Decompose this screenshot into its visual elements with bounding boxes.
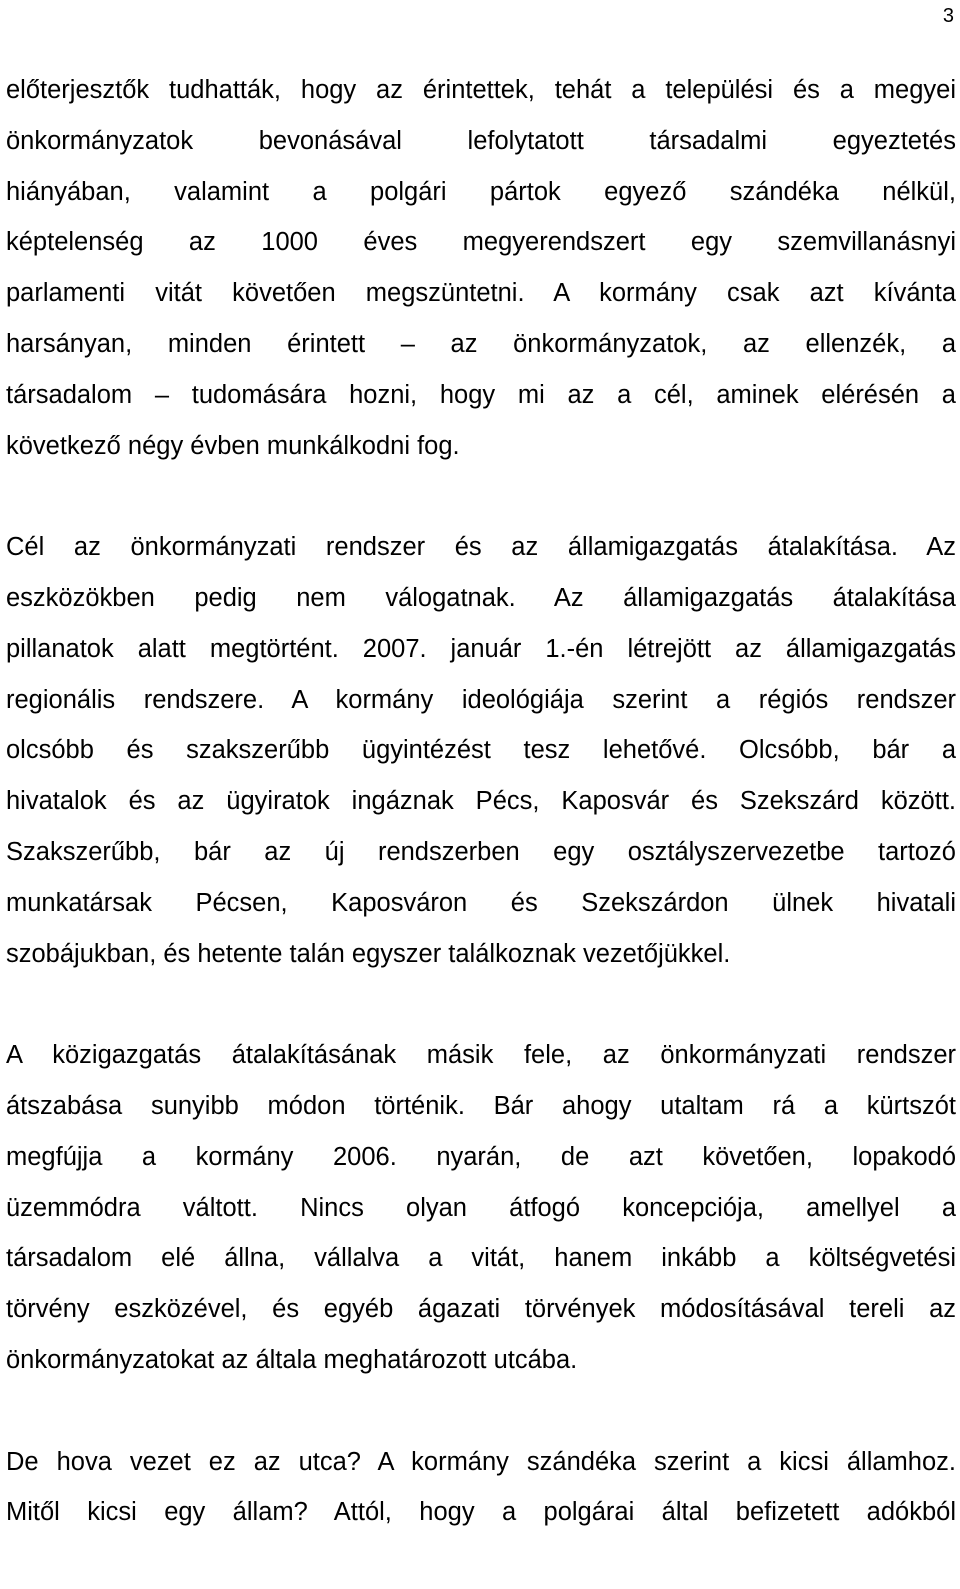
paragraph-4	[6, 1437, 956, 1539]
text-line: törvény eszközével, és egyéb ágazati törvények módosításával tereli az	[6, 1295, 956, 1324]
page-number: 3	[942, 5, 954, 27]
text-line: regionális rendszere. A kormány ideológiája szerint a régiós rendszer	[6, 685, 956, 714]
text-line: önkormányzatokat az általa meghatározott utcába.	[6, 1345, 578, 1374]
text-line: eszközökben pedig nem válogatnak. Az államigazgatás átalakítása	[6, 583, 956, 612]
text-line: következő négy évben munkálkodni fog.	[6, 431, 460, 460]
text-line: hivatalok és az ügyiratok ingáznak Pécs, Kaposvár és Szekszárd között.	[6, 787, 956, 816]
text-line: parlamenti vitát követően megszüntetni. A kormány csak azt kívánta	[6, 279, 956, 308]
text-line: A közigazgatás átalakításának másik fele, az önkormányzati rendszer	[6, 1041, 956, 1070]
text-line: üzemmódra váltott. Nincs olyan átfogó koncepciója, amellyel a	[6, 1193, 956, 1222]
paragraph-3	[6, 1030, 956, 1386]
text-line: előterjesztők tudhatták, hogy az érintettek, tehát a települési és a megyei	[6, 76, 956, 104]
text-line: pillanatok alatt megtörtént. 2007. január 1.-én létrejött az államigazgatás	[6, 634, 956, 663]
text-line: képtelenség az 1000 éves megyerendszert egy szemvillanásnyi	[6, 228, 956, 257]
text-line: De hova vezet ez az utca? A kormány szándéka szerint a kicsi államhoz.	[6, 1447, 956, 1476]
document-body	[6, 65, 956, 1589]
text-line: harsányan, minden érintett – az önkormányzatok, az ellenzék, a	[6, 329, 956, 358]
text-line: társadalom – tudomására hozni, hogy mi az a cél, aminek elérésén a	[6, 380, 956, 409]
paragraph-1	[6, 65, 956, 471]
text-line: Cél az önkormányzati rendszer és az államigazgatás átalakítása. Az	[6, 533, 956, 562]
text-line: munkatársak Pécsen, Kaposváron és Szekszárdon ülnek hivatali	[6, 888, 956, 917]
paragraph-2	[6, 522, 956, 979]
text-line: hiányában, valamint a polgári pártok egyező szándéka nélkül,	[6, 177, 956, 206]
text-line: megfújja a kormány 2006. nyarán, de azt követően, lopakodó	[6, 1142, 956, 1171]
text-line: olcsóbb és szakszerűbb ügyintézést tesz lehetővé. Olcsóbb, bár a	[6, 736, 956, 765]
text-line: Mitől kicsi egy állam? Attól, hogy a polgárai által befizetett adókból	[6, 1498, 956, 1527]
text-line: szobájukban, és hetente talán egyszer találkoznak vezetőjükkel.	[6, 939, 731, 968]
text-line: önkormányzatok bevonásával lefolytatott társadalmi egyeztetés	[6, 126, 956, 155]
text-line: Szakszerűbb, bár az új rendszerben egy osztályszervezetbe tartozó	[6, 837, 956, 866]
text-line: átszabása sunyibb módon történik. Bár ahogy utaltam rá a kürtszót	[6, 1091, 956, 1120]
text-line: társadalom elé állna, vállalva a vitát, hanem inkább a költségvetési	[6, 1244, 956, 1273]
